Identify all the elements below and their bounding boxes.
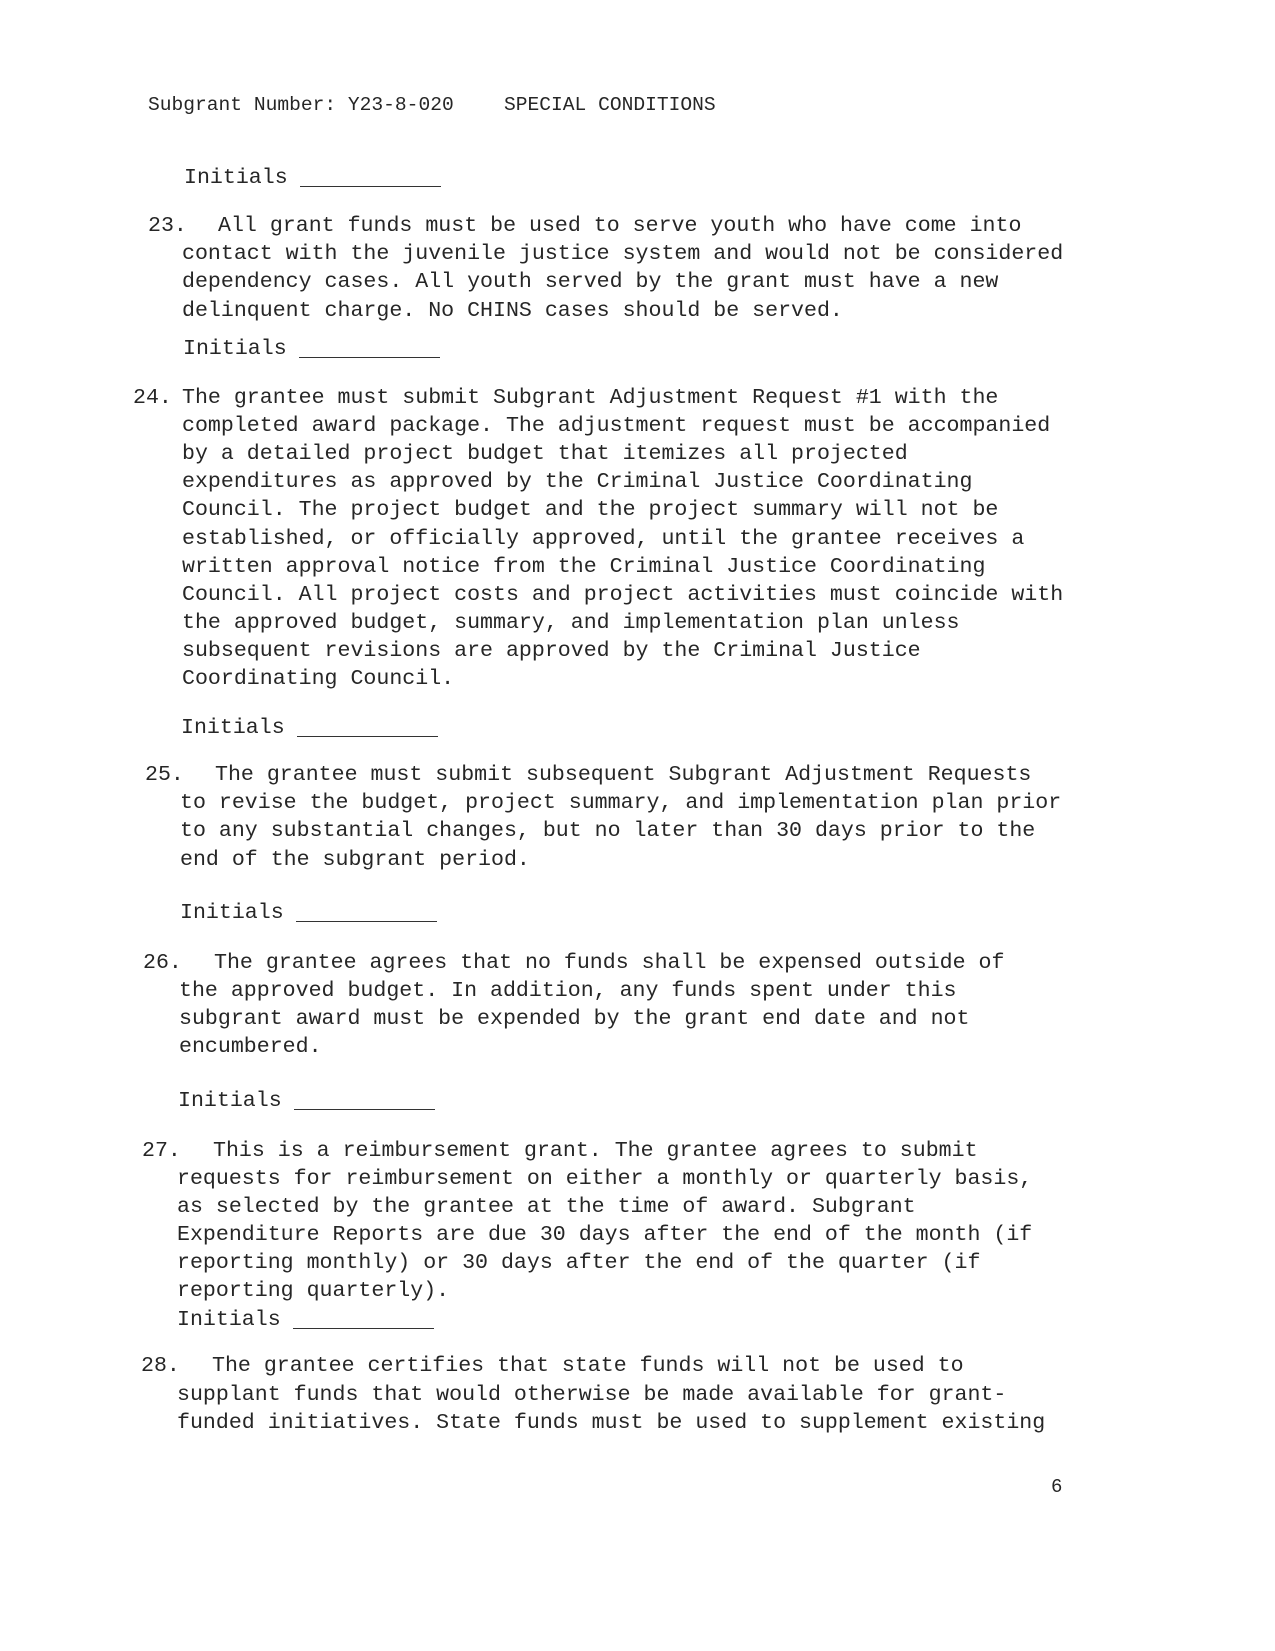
condition-text-line: The grantee agrees that no funds shall be expensed outside of	[214, 951, 1005, 975]
condition-text-line: the approved budget, summary, and implementation plan unless	[182, 610, 960, 635]
condition-text-line: requests for reimbursement on either a monthly or quarterly basis,	[177, 1167, 1033, 1191]
condition-text-line: Coordinating Council.	[182, 667, 455, 691]
initials-label: Initials	[178, 1089, 282, 1113]
condition-text-line: the approved budget. In addition, any funds spent under this	[179, 978, 957, 1003]
initials-label: Initials	[183, 337, 287, 361]
condition-text-line: dependency cases. All youth served by the grant must have a new	[182, 270, 999, 295]
condition-text-line: The grantee must submit Subgrant Adjustment Request #1 with the	[182, 386, 999, 410]
initials-signature-line[interactable]	[294, 1109, 435, 1110]
condition-text-line: supplant funds that would otherwise be made available for grant-	[177, 1382, 1007, 1407]
condition-number: 23.	[148, 214, 187, 238]
condition-text-line: The grantee certifies that state funds will not be used to	[212, 1354, 964, 1378]
initials-signature-line[interactable]	[296, 921, 437, 922]
condition-text-line: encumbered.	[179, 1034, 322, 1059]
condition-text-line: established, or officially approved, until the grantee receives a	[182, 526, 1025, 551]
condition-text-line: subgrant award must be expended by the grant end date and not	[179, 1006, 970, 1031]
initials-signature-line[interactable]	[299, 357, 440, 358]
condition-text-line: written approval notice from the Criminal Justice Coordinating	[182, 554, 986, 579]
condition-text-line: The grantee must submit subsequent Subgrant Adjustment Requests	[215, 763, 1032, 787]
condition-number: 25.	[145, 763, 184, 787]
condition-text-line: to revise the budget, project summary, and implementation plan prior	[180, 791, 1062, 816]
condition-text-line: as selected by the grantee at the time of award. Subgrant	[177, 1195, 916, 1219]
page-title: SPECIAL CONDITIONS	[504, 94, 716, 116]
page-number: 6	[1051, 1476, 1063, 1498]
condition-text-line: reporting monthly) or 30 days after the end of the quarter (if	[177, 1251, 981, 1275]
condition-text-line: end of the subgrant period.	[180, 847, 530, 872]
initials-label: Initials	[177, 1308, 281, 1332]
condition-text-line: Council. All project costs and project activities must coincide with	[182, 582, 1064, 607]
initials-label: Initials	[180, 901, 284, 925]
condition-text-line: funded initiatives. State funds must be used to supplement existing	[177, 1411, 1046, 1435]
condition-number: 28.	[141, 1354, 180, 1378]
condition-number: 27.	[142, 1139, 181, 1163]
condition-text-line: Council. The project budget and the project summary will not be	[182, 498, 999, 523]
condition-text-line: by a detailed project budget that itemizes all projected	[182, 442, 908, 467]
condition-text-line: subsequent revisions are approved by the Criminal Justice	[182, 638, 921, 663]
subgrant-number: Subgrant Number: Y23-8-020	[148, 94, 454, 116]
initials-signature-line[interactable]	[293, 1328, 434, 1329]
condition-text-line: expenditures as approved by the Criminal Justice Coordinating	[182, 470, 973, 495]
condition-text-line: completed award package. The adjustment request must be accompanied	[182, 414, 1051, 439]
condition-text-line: delinquent charge. No CHINS cases should be served.	[182, 298, 843, 323]
initials-signature-line[interactable]	[300, 186, 441, 187]
initials-signature-line[interactable]	[297, 736, 438, 737]
condition-text-line: to any substantial changes, but no later than 30 days prior to the	[180, 819, 1036, 844]
initials-label: Initials	[184, 166, 288, 190]
condition-text-line: All grant funds must be used to serve youth who have come into	[218, 214, 1022, 238]
condition-number: 24.	[133, 386, 172, 410]
initials-label: Initials	[181, 716, 285, 740]
condition-text-line: This is a reimbursement grant. The grantee agrees to submit	[213, 1139, 978, 1163]
condition-text-line: reporting quarterly).	[177, 1279, 450, 1303]
condition-text-line: Expenditure Reports are due 30 days after the end of the month (if	[177, 1223, 1033, 1247]
condition-text-line: contact with the juvenile justice system and would not be considered	[182, 242, 1064, 267]
condition-number: 26.	[143, 951, 182, 975]
